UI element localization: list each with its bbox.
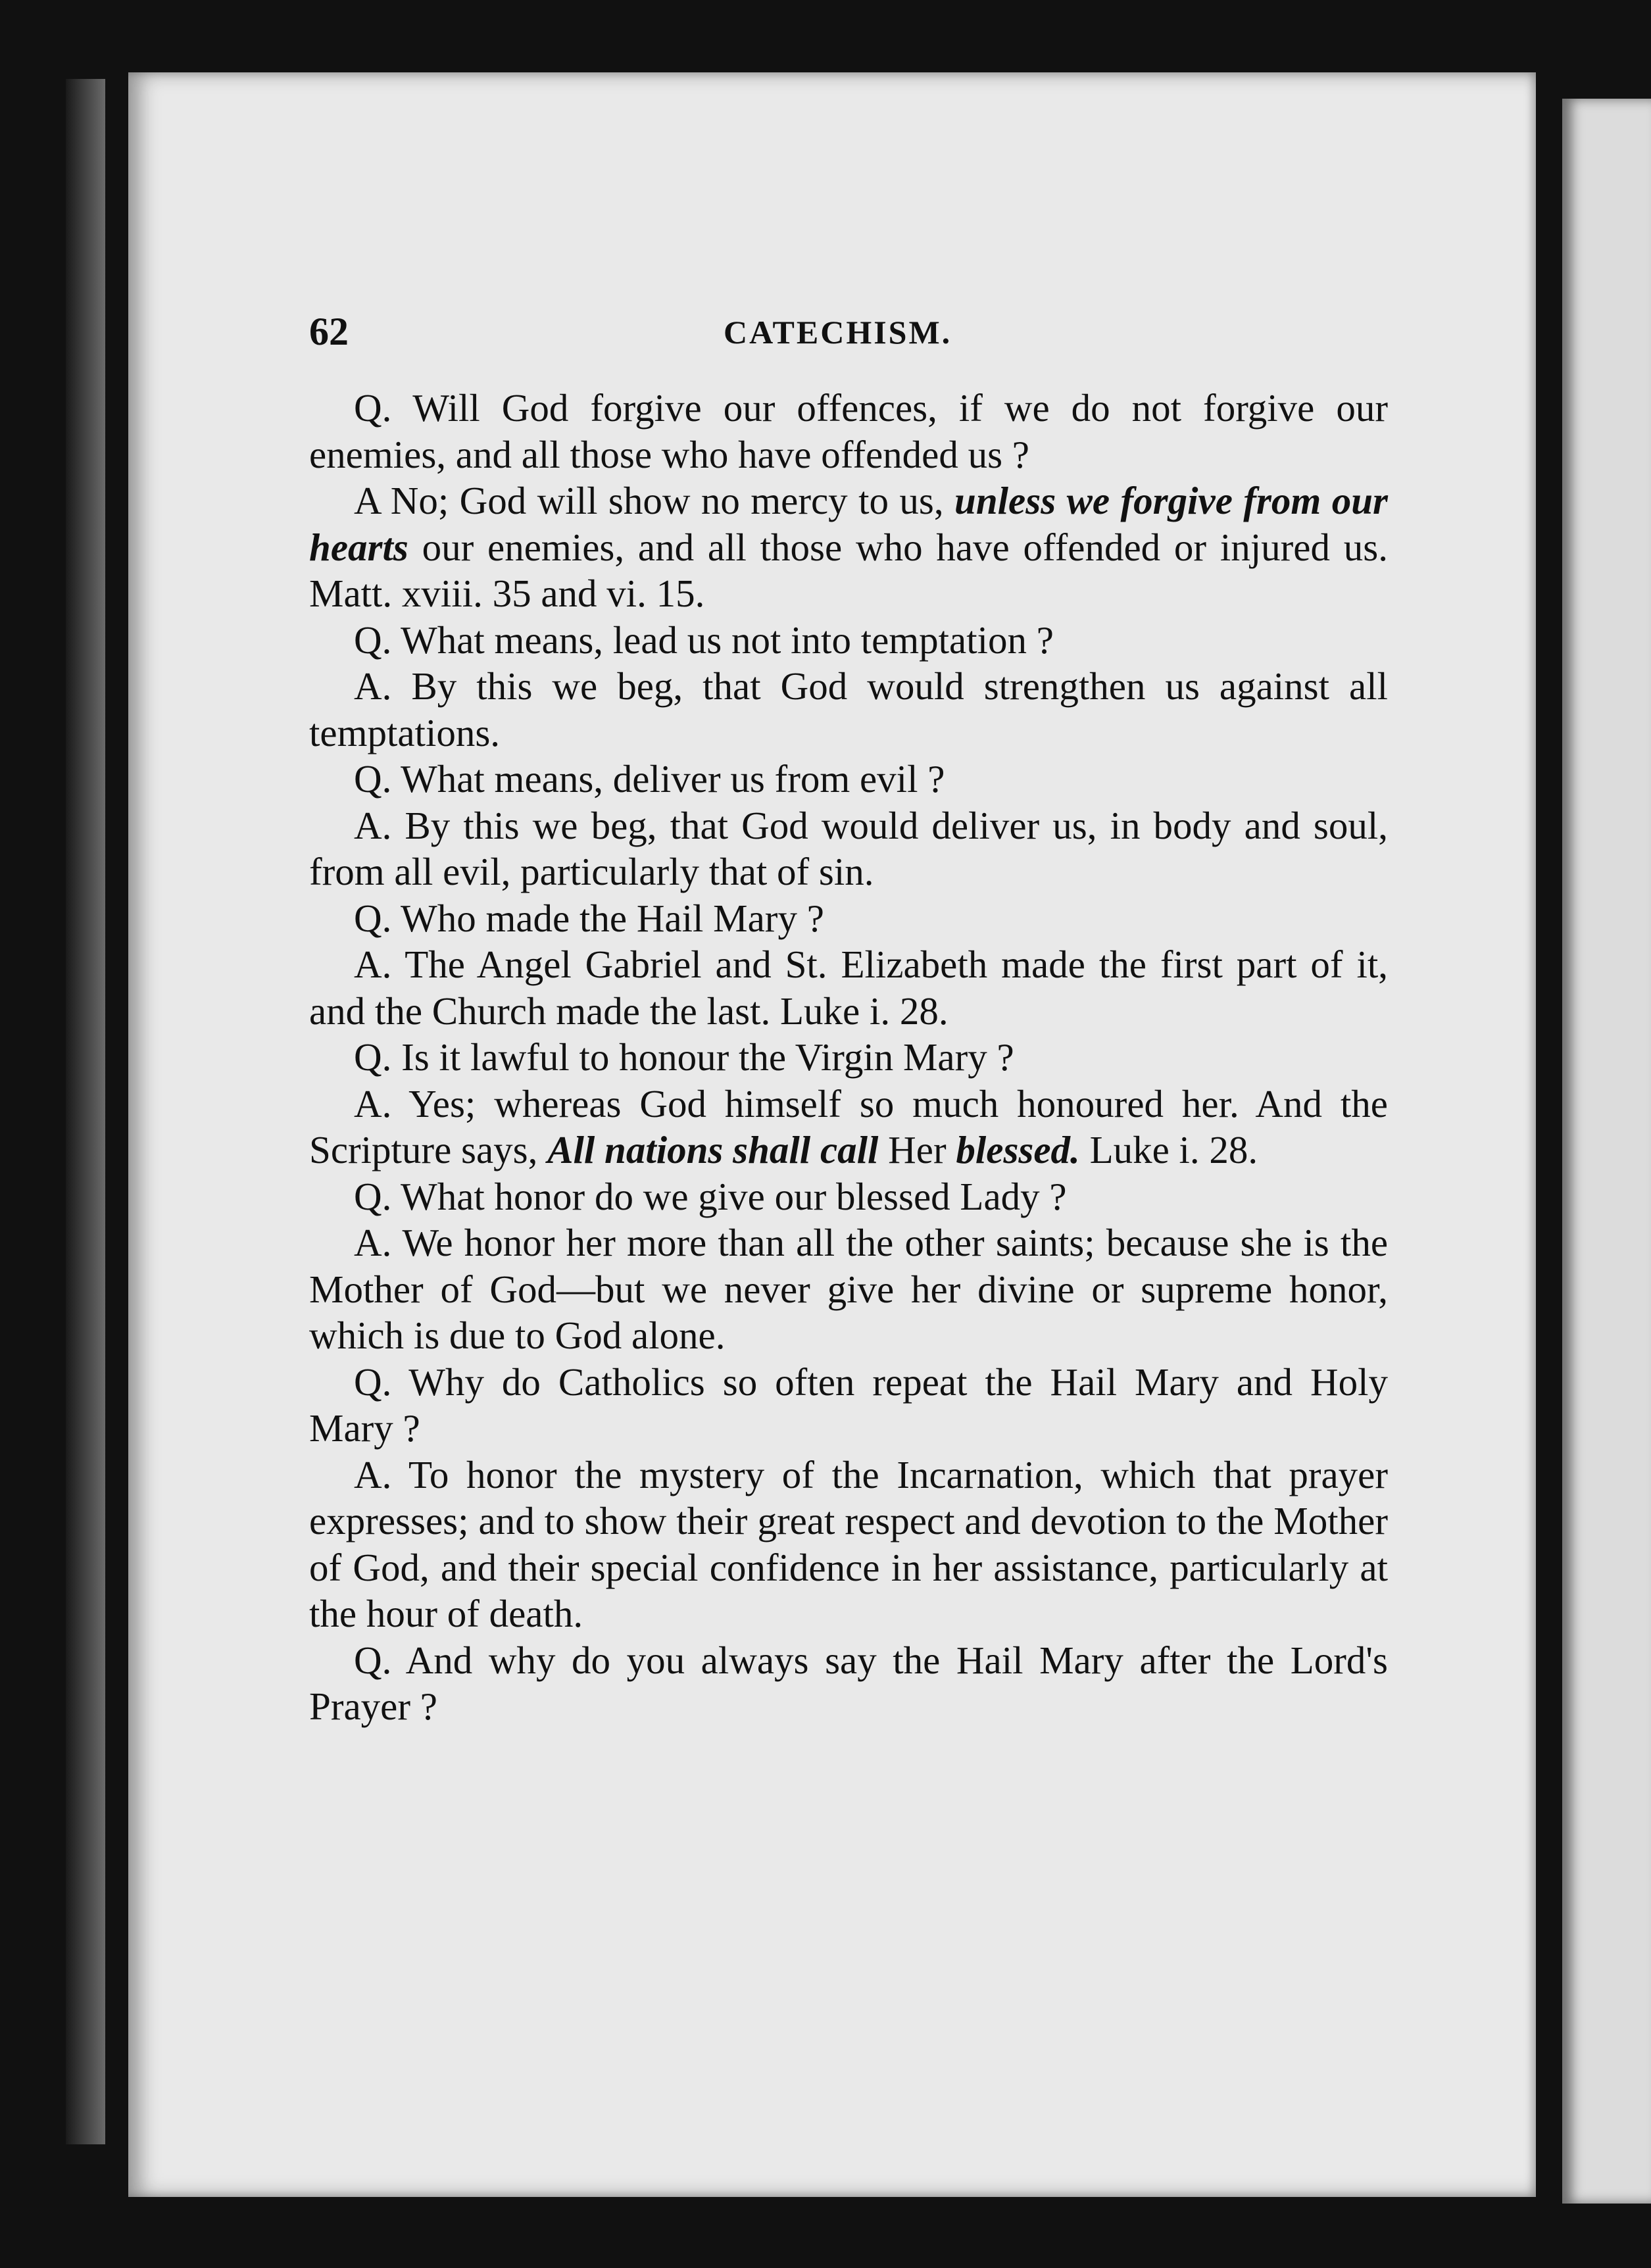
paragraph-q4: Q. Who made the Hail Mary ? xyxy=(354,896,824,940)
italic-phrase: All nations shall call xyxy=(547,1128,879,1171)
paragraph-a3: A. By this we beg, that God would deliver us, in body and soul, from all evil, particularly that of sin. xyxy=(309,803,1388,893)
answer-text: A. Yes; whereas God himself so much honoured her. And the Scripture says, xyxy=(309,1081,1388,1171)
book-spine-edge xyxy=(66,79,105,2144)
paragraph-q3: Q. What means, deliver us from evil ? xyxy=(354,757,945,801)
paragraph-a6: A. We honor her more than all the other saints; because she is the Mother of God—but we never give her divine or supreme honor, which is due to God alone. xyxy=(309,1221,1388,1357)
paragraph-q6: Q. What honor do we give our blessed Lady ? xyxy=(354,1174,1067,1218)
paragraph-a2: A. By this we beg, that God would strengthen us against all temptations. xyxy=(309,664,1388,754)
running-title: CATECHISM. xyxy=(724,314,952,351)
paragraph-a5 xyxy=(309,1081,1388,1173)
answer-text: Luke i. 28. xyxy=(1079,1128,1258,1171)
paragraph-q1: Q. Will God forgive our offences, if we do not forgive our enemies, and all those who have offended us ? xyxy=(309,386,1388,476)
paragraph-q8: Q. And why do you always say the Hail Mary after the Lord's Prayer ? xyxy=(309,1638,1388,1728)
paragraph-q5: Q. Is it lawful to honour the Virgin Mary ? xyxy=(354,1035,1014,1079)
answer-text: our enemies, and all those who have offended or injured us. Matt. xviii. 35 and vi. 15. xyxy=(309,525,1388,615)
italic-phrase: blessed. xyxy=(956,1128,1080,1171)
paragraph-q2: Q. What means, lead us not into temptation ? xyxy=(354,618,1054,662)
page-number: 62 xyxy=(309,310,349,353)
paragraph-a1 xyxy=(309,478,1388,617)
page-body xyxy=(309,385,1388,1730)
adjacent-page-edge xyxy=(1562,99,1651,2204)
paragraph-a7: A. To honor the mystery of the Incarnation, which that prayer expresses; and to show their great respect and devotion to the Mother of God, and their special confidence in her assistance, particularly at the hour of death. xyxy=(309,1452,1388,1635)
running-head xyxy=(309,309,1414,362)
answer-text: A No; God will show no mercy to us, xyxy=(354,479,955,522)
answer-text: Her xyxy=(878,1128,956,1171)
italic-phrase: unless we forgive from our hearts xyxy=(309,479,1388,569)
paragraph-a4: A. The Angel Gabriel and St. Elizabeth made the first part of it, and the Church made the last. Luke i. 28. xyxy=(309,943,1388,1033)
paragraph-q7: Q. Why do Catholics so often repeat the Hail Mary and Holy Mary ? xyxy=(309,1360,1388,1450)
